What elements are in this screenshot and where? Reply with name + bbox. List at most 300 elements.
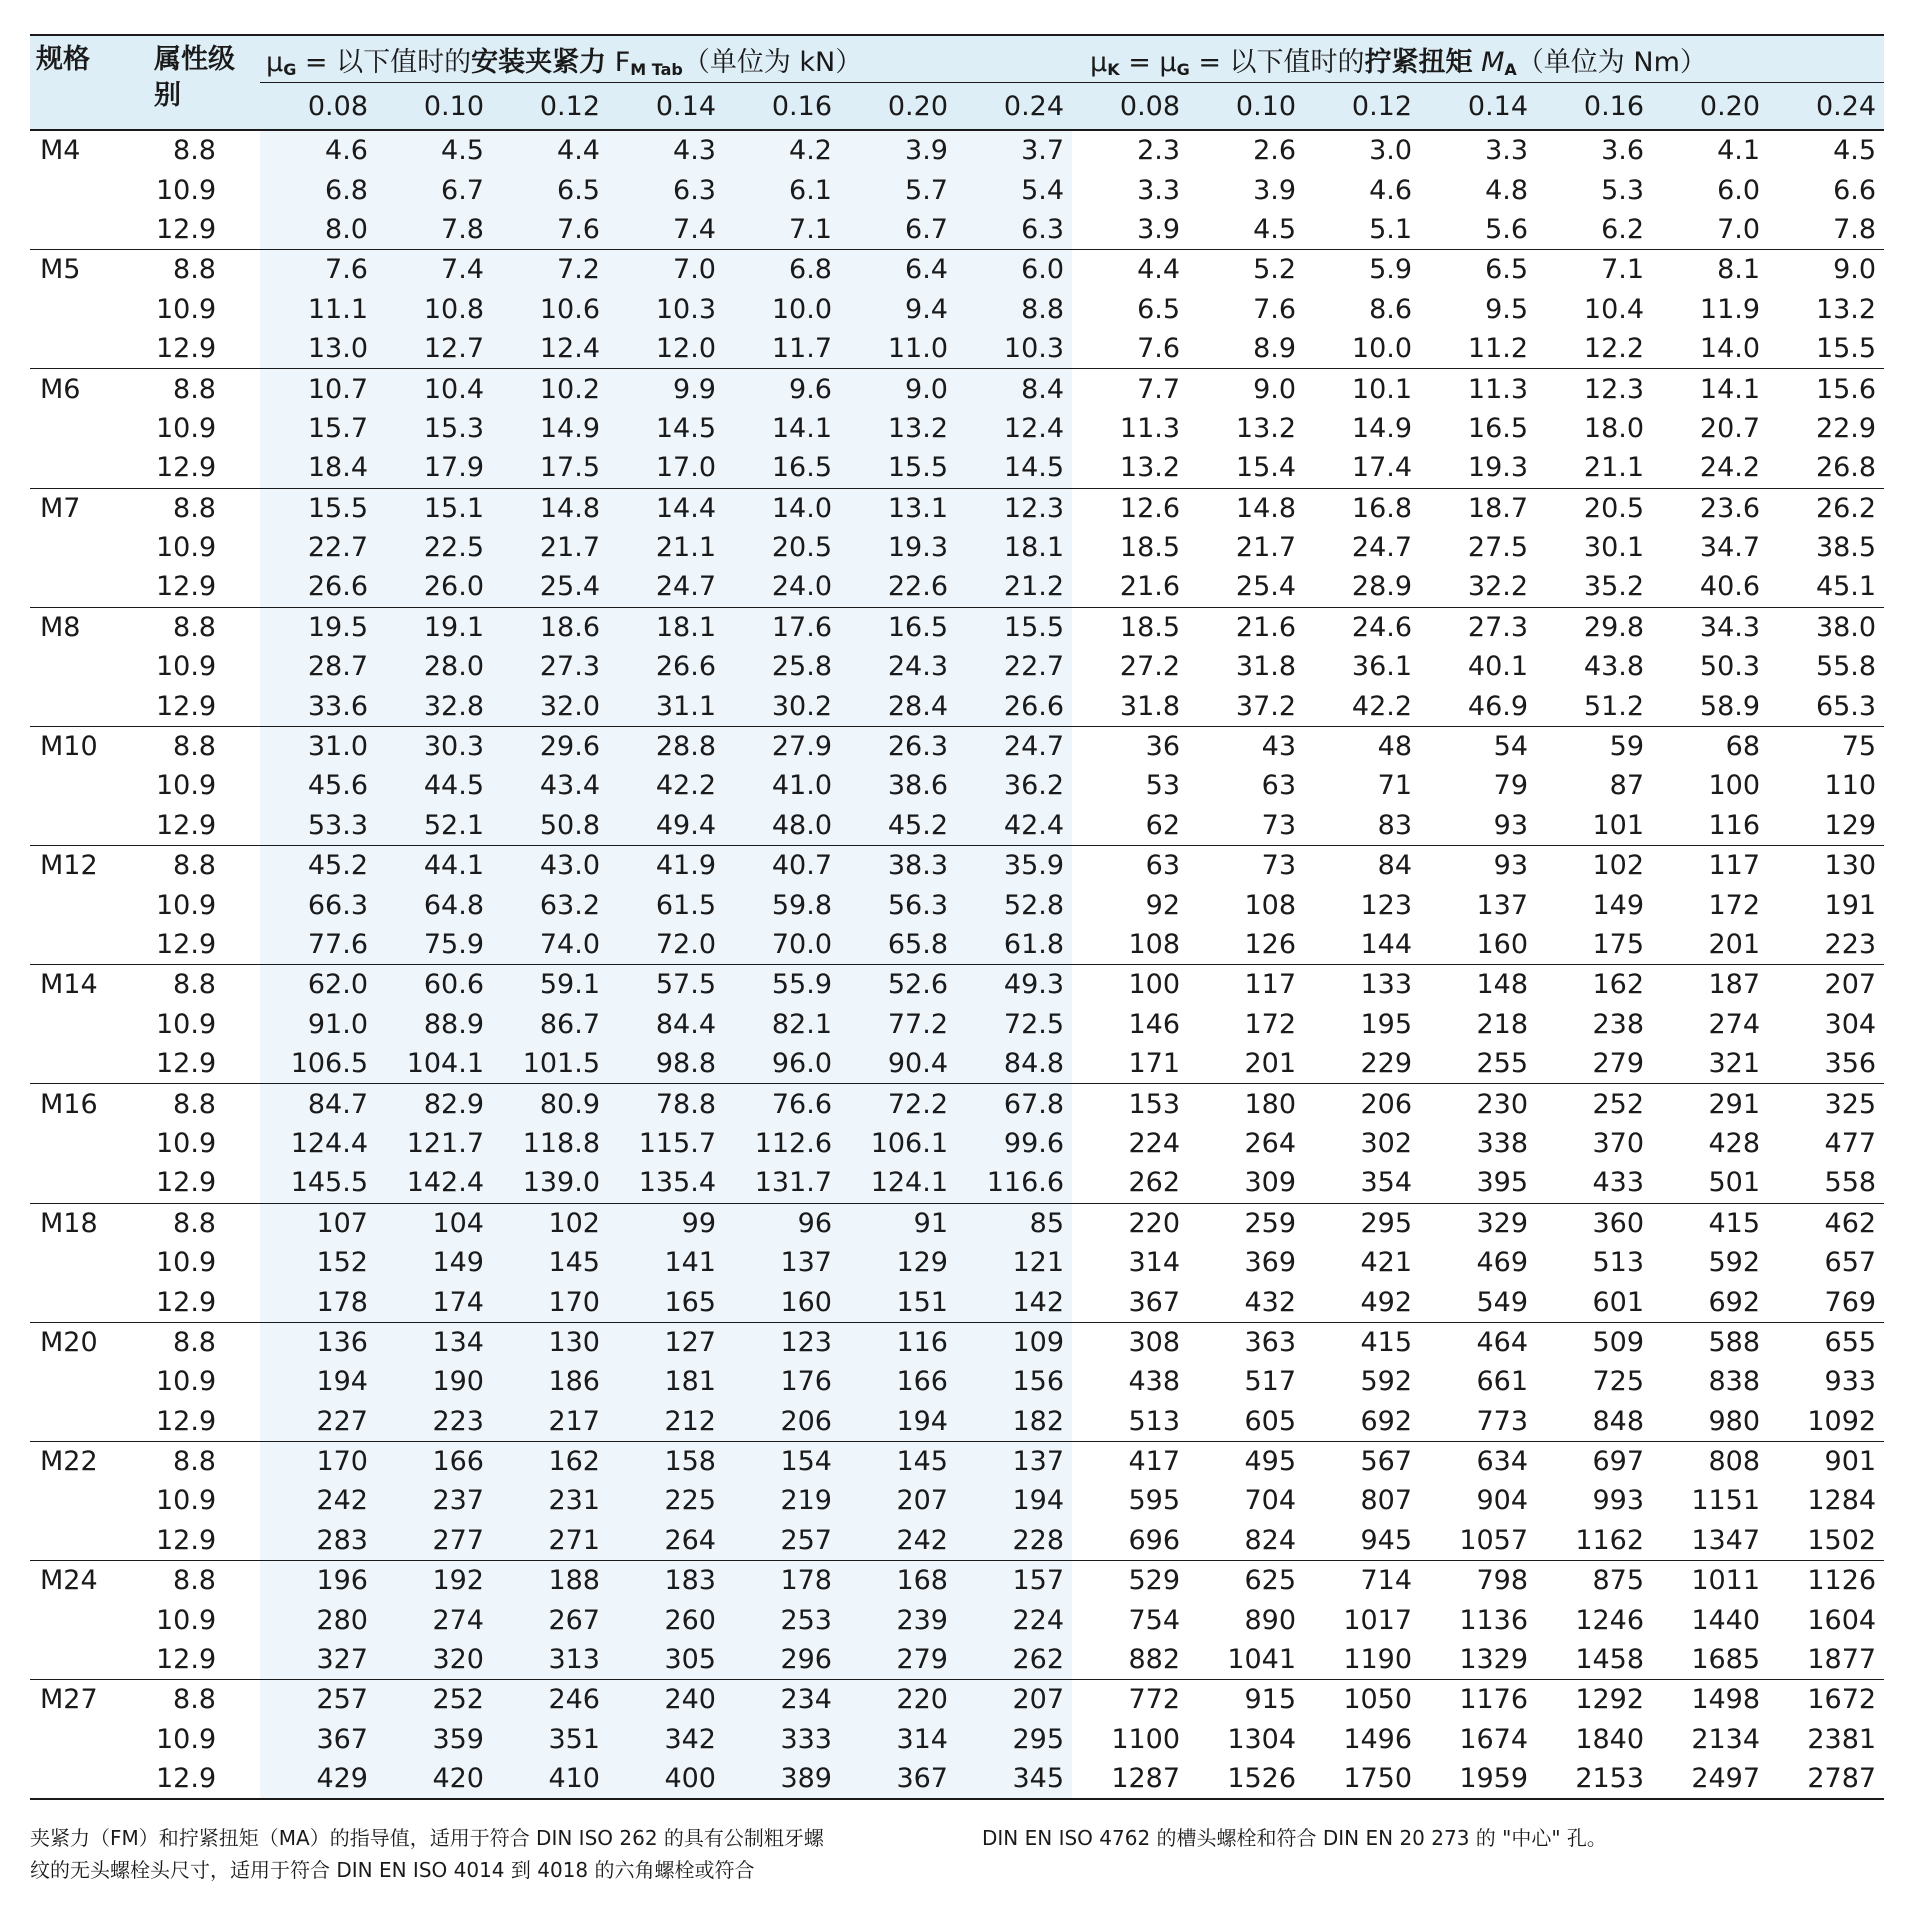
torque-cell: 129 bbox=[1824, 809, 1877, 841]
clamp-force-cell: 28.4 bbox=[840, 686, 956, 726]
clamp-force-cell: 63.2 bbox=[492, 885, 608, 924]
torque-cell: 4.1 bbox=[1717, 135, 1761, 167]
torque-cell: 191 bbox=[1824, 889, 1877, 921]
torque-cell: 1440 bbox=[1691, 1604, 1761, 1636]
torque-cell: 1017 bbox=[1343, 1604, 1413, 1636]
torque-cell: 21.7 bbox=[1235, 532, 1297, 564]
bolt-size-cell bbox=[30, 1005, 148, 1044]
torque-cell: 625 bbox=[1188, 1561, 1304, 1601]
clamp-force-cell: 32.0 bbox=[492, 686, 608, 726]
torque-cell: 1190 bbox=[1343, 1644, 1413, 1676]
clamp-force-cell: 217 bbox=[492, 1402, 608, 1442]
clamp-force-cell: 84.7 bbox=[260, 1084, 376, 1124]
clamp-force-cell: 59.8 bbox=[724, 885, 840, 924]
torque-cell: 360 bbox=[1536, 1203, 1652, 1243]
torque-cell: 773 bbox=[1476, 1405, 1529, 1437]
torque-cell: 980 bbox=[1708, 1405, 1761, 1437]
torque-cell: 1151 bbox=[1691, 1485, 1761, 1517]
bolt-size-cell: M20 bbox=[30, 1322, 148, 1362]
table-row bbox=[30, 1759, 1884, 1799]
clamp-force-cell: 12.4 bbox=[492, 329, 608, 369]
torque-cell: 16.8 bbox=[1304, 488, 1420, 528]
torque-cell: 34.3 bbox=[1652, 607, 1768, 647]
table-row bbox=[30, 726, 1884, 766]
torque-cell: 588 bbox=[1652, 1322, 1768, 1362]
table-row bbox=[30, 488, 1884, 528]
torque-cell: 4.5 bbox=[1253, 213, 1297, 245]
clamp-force-cell: 123 bbox=[724, 1322, 840, 1362]
torque-cell: 15.5 bbox=[1815, 333, 1877, 365]
clamp-force-cell: 101.5 bbox=[492, 1044, 608, 1084]
torque-cell: 2.6 bbox=[1253, 135, 1297, 167]
torque-cell: 71 bbox=[1377, 770, 1413, 802]
torque-cell: 1498 bbox=[1652, 1680, 1768, 1720]
torque-cell: 29.8 bbox=[1536, 607, 1652, 647]
clamp-force-cell: 137 bbox=[956, 1441, 1072, 1481]
table-row bbox=[30, 1322, 1884, 1362]
torque-cell: 904 bbox=[1476, 1485, 1529, 1517]
table-row bbox=[30, 1481, 1884, 1520]
torque-cell: 1959 bbox=[1420, 1759, 1536, 1799]
torque-cell: 12.2 bbox=[1583, 333, 1645, 365]
clamp-force-cell: 12.3 bbox=[956, 488, 1072, 528]
clamp-force-cell: 107 bbox=[260, 1203, 376, 1243]
property-class-cell: 12.9 bbox=[156, 690, 217, 722]
clamp-force-cell: 17.9 bbox=[376, 448, 492, 488]
torque-cell: 24.7 bbox=[1351, 532, 1413, 564]
bolt-size-cell: M10 bbox=[30, 726, 148, 766]
bolt-size-cell bbox=[30, 528, 148, 567]
torque-cell: 23.6 bbox=[1652, 488, 1768, 528]
bolt-size-cell: M27 bbox=[30, 1680, 148, 1720]
clamp-force-cell: 102 bbox=[492, 1203, 608, 1243]
table-row bbox=[30, 250, 1884, 290]
table-row bbox=[30, 1402, 1884, 1442]
torque-cell: 21.6 bbox=[1119, 571, 1181, 603]
property-class-cell: 12.9 bbox=[156, 213, 217, 245]
clamp-force-cell: 271 bbox=[492, 1521, 608, 1561]
torque-cell: 7.0 bbox=[1717, 213, 1761, 245]
bolt-size-cell: M8 bbox=[30, 607, 148, 647]
clamp-force-cell: 6.7 bbox=[840, 210, 956, 250]
torque-cell: 517 bbox=[1244, 1366, 1297, 1398]
clamp-force-cell: 15.7 bbox=[260, 409, 376, 448]
torque-cell: 93 bbox=[1420, 846, 1536, 886]
property-class-cell: 8.8 bbox=[148, 1322, 260, 1362]
clamp-force-cell: 6.4 bbox=[840, 250, 956, 290]
torque-cell: 19.3 bbox=[1467, 452, 1529, 484]
table-row bbox=[30, 1005, 1884, 1044]
torque-cell: 43 bbox=[1188, 726, 1304, 766]
clamp-force-cell: 227 bbox=[260, 1402, 376, 1442]
torque-cell: 223 bbox=[1824, 929, 1877, 960]
torque-cell: 7.6 bbox=[1253, 293, 1297, 325]
table-header bbox=[30, 35, 1884, 130]
torque-cell: 1685 bbox=[1691, 1644, 1761, 1676]
torque-cell: 4.8 bbox=[1485, 174, 1529, 206]
torque-cell: 314 bbox=[1128, 1247, 1181, 1279]
friction-header-clamp-force: 0.10 bbox=[376, 83, 492, 131]
clamp-force-cell: 112.6 bbox=[724, 1124, 840, 1163]
torque-cell: 1246 bbox=[1575, 1604, 1645, 1636]
clamp-force-cell: 181 bbox=[608, 1362, 724, 1401]
torque-cell: 4.4 bbox=[1072, 250, 1188, 290]
clamp-force-cell: 50.8 bbox=[492, 806, 608, 846]
torque-cell: 126 bbox=[1244, 929, 1297, 960]
clamp-force-cell: 14.5 bbox=[608, 409, 724, 448]
torque-cell: 1011 bbox=[1652, 1561, 1768, 1601]
table-row bbox=[30, 409, 1884, 448]
torque-cell: 338 bbox=[1476, 1127, 1529, 1159]
torque-cell: 36.1 bbox=[1351, 651, 1413, 683]
clamp-force-cell: 45.2 bbox=[260, 846, 376, 886]
clamp-force-cell: 410 bbox=[492, 1759, 608, 1799]
table-row bbox=[30, 1084, 1884, 1124]
torque-cell: 12.3 bbox=[1536, 369, 1652, 409]
clamp-force-cell: 223 bbox=[376, 1402, 492, 1442]
clamp-force-cell: 124.1 bbox=[840, 1163, 956, 1203]
torque-cell: 255 bbox=[1476, 1048, 1529, 1080]
clamp-force-cell: 84.4 bbox=[608, 1005, 724, 1044]
clamp-force-cell: 6.0 bbox=[956, 250, 1072, 290]
clamp-force-cell: 170 bbox=[492, 1282, 608, 1322]
clamp-force-cell: 145 bbox=[840, 1441, 956, 1481]
torque-cell: 595 bbox=[1128, 1485, 1181, 1517]
torque-cell: 50.3 bbox=[1699, 651, 1761, 683]
bolt-size-cell bbox=[30, 1243, 148, 1282]
table-row bbox=[30, 130, 1884, 170]
friction-header-clamp-force: 0.20 bbox=[840, 83, 956, 131]
torque-cell: 567 bbox=[1304, 1441, 1420, 1481]
torque-cell: 36 bbox=[1072, 726, 1188, 766]
clamp-force-cell: 24.3 bbox=[840, 647, 956, 686]
torque-cell: 230 bbox=[1420, 1084, 1536, 1124]
bolt-size-cell bbox=[30, 806, 148, 846]
clamp-force-cell: 27.9 bbox=[724, 726, 840, 766]
torque-cell: 295 bbox=[1304, 1203, 1420, 1243]
clamp-force-cell: 142 bbox=[956, 1282, 1072, 1322]
clamp-force-cell: 174 bbox=[376, 1282, 492, 1322]
torque-cell: 206 bbox=[1304, 1084, 1420, 1124]
clamp-force-cell: 165 bbox=[608, 1282, 724, 1322]
torque-cell: 875 bbox=[1536, 1561, 1652, 1601]
clamp-force-cell: 24.7 bbox=[956, 726, 1072, 766]
table-row bbox=[30, 885, 1884, 924]
clamp-force-cell: 15.3 bbox=[376, 409, 492, 448]
clamp-force-cell: 178 bbox=[260, 1282, 376, 1322]
torque-cell: 7.1 bbox=[1536, 250, 1652, 290]
torque-cell: 501 bbox=[1708, 1167, 1761, 1199]
torque-cell: 11.9 bbox=[1699, 293, 1761, 325]
torque-cell: 993 bbox=[1592, 1485, 1645, 1517]
torque-cell: 933 bbox=[1824, 1366, 1877, 1398]
bolt-size-cell bbox=[30, 448, 148, 488]
friction-header-torque: 0.16 bbox=[1536, 83, 1652, 131]
clamp-force-cell: 279 bbox=[840, 1640, 956, 1680]
clamp-force-cell: 26.6 bbox=[260, 567, 376, 607]
clamp-force-cell: 121.7 bbox=[376, 1124, 492, 1163]
clamp-force-cell: 242 bbox=[260, 1481, 376, 1520]
torque-cell: 172 bbox=[1244, 1008, 1297, 1040]
clamp-force-cell: 85 bbox=[956, 1203, 1072, 1243]
clamp-force-cell: 24.0 bbox=[724, 567, 840, 607]
torque-cell: 13.2 bbox=[1815, 293, 1877, 325]
torque-cell: 252 bbox=[1536, 1084, 1652, 1124]
torque-cell: 798 bbox=[1420, 1561, 1536, 1601]
torque-cell: 6.0 bbox=[1717, 174, 1761, 206]
clamp-force-cell: 28.7 bbox=[260, 647, 376, 686]
torque-cell: 692 bbox=[1360, 1405, 1413, 1437]
clamp-force-cell: 359 bbox=[376, 1720, 492, 1759]
bolt-size-cell bbox=[30, 647, 148, 686]
torque-cell: 661 bbox=[1476, 1366, 1529, 1398]
torque-cell: 8.1 bbox=[1652, 250, 1768, 290]
clamp-force-cell: 237 bbox=[376, 1481, 492, 1520]
torque-cell: 769 bbox=[1824, 1286, 1877, 1318]
torque-cell: 238 bbox=[1592, 1008, 1645, 1040]
property-class-cell: 10.9 bbox=[156, 1127, 217, 1159]
table-row bbox=[30, 329, 1884, 369]
torque-cell: 5.2 bbox=[1188, 250, 1304, 290]
clamp-force-cell: 44.5 bbox=[376, 766, 492, 805]
property-class-cell: 8.8 bbox=[148, 965, 260, 1005]
clamp-force-cell: 91 bbox=[840, 1203, 956, 1243]
clamp-force-cell: 61.8 bbox=[956, 925, 1072, 965]
torque-cell: 529 bbox=[1072, 1561, 1188, 1601]
torque-cell: 30.1 bbox=[1583, 532, 1645, 564]
torque-cell: 325 bbox=[1768, 1084, 1884, 1124]
torque-cell: 24.6 bbox=[1304, 607, 1420, 647]
clamp-force-cell: 17.6 bbox=[724, 607, 840, 647]
clamp-force-cell: 219 bbox=[724, 1481, 840, 1520]
clamp-force-cell: 240 bbox=[608, 1680, 724, 1720]
torque-cell: 53 bbox=[1145, 770, 1181, 802]
table-body bbox=[30, 130, 1884, 1799]
torque-cell: 144 bbox=[1360, 929, 1413, 960]
property-class-cell: 8.8 bbox=[148, 1561, 260, 1601]
torque-cell: 697 bbox=[1536, 1441, 1652, 1481]
clamp-force-cell: 10.3 bbox=[608, 290, 724, 329]
clamp-force-cell: 19.1 bbox=[376, 607, 492, 647]
torque-cell: 148 bbox=[1420, 965, 1536, 1005]
bolt-size-cell bbox=[30, 1282, 148, 1322]
torque-cell: 367 bbox=[1128, 1286, 1181, 1318]
bolt-size-cell bbox=[30, 290, 148, 329]
clamp-force-cell: 49.4 bbox=[608, 806, 724, 846]
friction-header-clamp-force: 0.08 bbox=[260, 83, 376, 131]
clamp-force-cell: 4.3 bbox=[608, 130, 724, 170]
clamp-force-cell: 36.2 bbox=[956, 766, 1072, 805]
torque-cell: 220 bbox=[1072, 1203, 1188, 1243]
clamp-force-cell: 206 bbox=[724, 1402, 840, 1442]
torque-cell: 509 bbox=[1536, 1322, 1652, 1362]
torque-cell: 68 bbox=[1652, 726, 1768, 766]
torque-cell: 363 bbox=[1188, 1322, 1304, 1362]
clamp-force-cell: 7.4 bbox=[608, 210, 724, 250]
clamp-force-cell: 367 bbox=[840, 1759, 956, 1799]
clamp-force-cell: 139.0 bbox=[492, 1163, 608, 1203]
clamp-force-cell: 15.5 bbox=[260, 488, 376, 528]
torque-cell: 25.4 bbox=[1235, 571, 1297, 603]
clamp-force-cell: 188 bbox=[492, 1561, 608, 1601]
clamp-force-cell: 18.4 bbox=[260, 448, 376, 488]
torque-cell: 1502 bbox=[1807, 1524, 1877, 1556]
clamp-force-cell: 15.5 bbox=[840, 448, 956, 488]
torque-cell: 462 bbox=[1768, 1203, 1884, 1243]
clamp-force-cell: 7.8 bbox=[376, 210, 492, 250]
torque-cell: 83 bbox=[1377, 809, 1413, 841]
torque-cell: 18.0 bbox=[1583, 412, 1645, 444]
table-row bbox=[30, 567, 1884, 607]
clamp-force-cell: 14.8 bbox=[492, 488, 608, 528]
property-class-cell: 10.9 bbox=[156, 770, 217, 802]
clamp-force-cell: 96.0 bbox=[724, 1044, 840, 1084]
clamp-force-cell: 131.7 bbox=[724, 1163, 840, 1203]
torque-cell: 11.2 bbox=[1467, 333, 1529, 365]
clamp-force-cell: 160 bbox=[724, 1282, 840, 1322]
bolt-size-cell: M24 bbox=[30, 1561, 148, 1601]
clamp-force-cell: 7.1 bbox=[724, 210, 840, 250]
bolt-size-cell bbox=[30, 885, 148, 924]
torque-cell: 433 bbox=[1592, 1167, 1645, 1199]
clamp-force-cell: 12.7 bbox=[376, 329, 492, 369]
torque-cell: 123 bbox=[1360, 889, 1413, 921]
clamp-force-cell: 168 bbox=[840, 1561, 956, 1601]
bolt-size-cell: M16 bbox=[30, 1084, 148, 1124]
torque-cell: 13.2 bbox=[1119, 452, 1181, 484]
clamp-force-cell: 429 bbox=[260, 1759, 376, 1799]
torque-cell: 1329 bbox=[1459, 1644, 1529, 1676]
torque-cell: 28.9 bbox=[1351, 571, 1413, 603]
torque-cell: 464 bbox=[1420, 1322, 1536, 1362]
clamp-force-cell: 43.4 bbox=[492, 766, 608, 805]
clamp-force-cell: 176 bbox=[724, 1362, 840, 1401]
clamp-force-cell: 33.6 bbox=[260, 686, 376, 726]
clamp-force-cell: 196 bbox=[260, 1561, 376, 1601]
bolt-size-cell: M14 bbox=[30, 965, 148, 1005]
torque-cell: 160 bbox=[1476, 929, 1529, 960]
footnote-right bbox=[982, 1822, 1882, 1854]
torque-cell: 1176 bbox=[1420, 1680, 1536, 1720]
header-torque-group: $\mu_K = \mu_G$ = 以下值时的拧紧扭矩 $M_A$（单位为 Nm） bbox=[1072, 35, 1884, 83]
clamp-force-cell: 48.0 bbox=[724, 806, 840, 846]
torque-cell: 31.8 bbox=[1235, 651, 1297, 683]
clamp-force-cell: 22.7 bbox=[956, 647, 1072, 686]
clamp-force-cell: 8.8 bbox=[956, 290, 1072, 329]
torque-cell: 432 bbox=[1244, 1286, 1297, 1318]
torque-cell: 16.5 bbox=[1467, 412, 1529, 444]
torque-cell: 93 bbox=[1493, 809, 1529, 841]
clamp-force-cell: 80.9 bbox=[492, 1084, 608, 1124]
clamp-force-cell: 152 bbox=[260, 1243, 376, 1282]
torque-cell: 714 bbox=[1304, 1561, 1420, 1601]
torque-cell: 513 bbox=[1128, 1405, 1181, 1437]
torque-cell: 1287 bbox=[1072, 1759, 1188, 1799]
torque-cell: 592 bbox=[1360, 1366, 1413, 1398]
clamp-force-cell: 257 bbox=[724, 1521, 840, 1561]
clamp-force-cell: 12.0 bbox=[608, 329, 724, 369]
clamp-force-cell: 45.6 bbox=[260, 766, 376, 805]
clamp-force-cell: 124.4 bbox=[260, 1124, 376, 1163]
torque-cell: 108 bbox=[1128, 929, 1181, 960]
clamp-force-cell: 11.7 bbox=[724, 329, 840, 369]
torque-cell: 655 bbox=[1768, 1322, 1884, 1362]
clamp-force-cell: 389 bbox=[724, 1759, 840, 1799]
clamp-force-cell: 212 bbox=[608, 1402, 724, 1442]
property-class-cell: 12.9 bbox=[156, 1048, 217, 1080]
clamp-force-cell: 151 bbox=[840, 1282, 956, 1322]
clamp-force-cell: 77.2 bbox=[840, 1005, 956, 1044]
property-class-cell: 8.8 bbox=[148, 1203, 260, 1243]
clamp-force-cell: 257 bbox=[260, 1680, 376, 1720]
torque-cell: 22.9 bbox=[1815, 412, 1877, 444]
clamp-force-cell: 109 bbox=[956, 1322, 1072, 1362]
clamp-force-cell: 106.1 bbox=[840, 1124, 956, 1163]
clamp-force-cell: 21.2 bbox=[956, 567, 1072, 607]
clamp-force-cell: 127 bbox=[608, 1322, 724, 1362]
torque-cell: 601 bbox=[1592, 1286, 1645, 1318]
torque-cell: 807 bbox=[1360, 1485, 1413, 1517]
clamp-force-cell: 44.1 bbox=[376, 846, 492, 886]
torque-cell: 657 bbox=[1824, 1247, 1877, 1279]
clamp-force-cell: 22.7 bbox=[260, 528, 376, 567]
torque-cell: 59 bbox=[1536, 726, 1652, 766]
table-row bbox=[30, 965, 1884, 1005]
torque-cell: 11.3 bbox=[1119, 412, 1181, 444]
torque-cell: 2.3 bbox=[1137, 135, 1181, 167]
clamp-force-cell: 400 bbox=[608, 1759, 724, 1799]
clamp-force-cell: 21.1 bbox=[608, 528, 724, 567]
torque-cell: 259 bbox=[1188, 1203, 1304, 1243]
clamp-force-cell: 66.3 bbox=[260, 885, 376, 924]
torque-cell: 4.6 bbox=[1369, 174, 1413, 206]
table-row bbox=[30, 686, 1884, 726]
torque-cell: 187 bbox=[1652, 965, 1768, 1005]
table-row bbox=[30, 607, 1884, 647]
clamp-force-cell: 116.6 bbox=[956, 1163, 1072, 1203]
clamp-force-cell: 72.0 bbox=[608, 925, 724, 965]
torque-cell: 17.4 bbox=[1351, 452, 1413, 484]
torque-cell: 153 bbox=[1072, 1084, 1188, 1124]
torque-cell: 65.3 bbox=[1815, 690, 1877, 722]
clamp-force-cell: 156 bbox=[956, 1362, 1072, 1401]
table-row bbox=[30, 806, 1884, 846]
clamp-force-cell: 61.5 bbox=[608, 885, 724, 924]
torque-cell: 428 bbox=[1708, 1127, 1761, 1159]
table-row bbox=[30, 1521, 1884, 1561]
bolt-size-cell bbox=[30, 766, 148, 805]
friction-coefficient-row bbox=[30, 83, 1884, 131]
torque-cell: 2787 bbox=[1768, 1759, 1884, 1799]
torque-cell: 24.2 bbox=[1699, 452, 1761, 484]
torque-cell: 75 bbox=[1768, 726, 1884, 766]
clamp-force-cell: 18.1 bbox=[608, 607, 724, 647]
torque-cell: 1840 bbox=[1575, 1723, 1645, 1755]
torque-cell: 356 bbox=[1824, 1048, 1877, 1080]
torque-cell: 279 bbox=[1592, 1048, 1645, 1080]
torque-cell: 171 bbox=[1128, 1048, 1181, 1080]
clamp-force-cell: 207 bbox=[840, 1481, 956, 1520]
torque-cell: 62 bbox=[1145, 809, 1181, 841]
clamp-force-cell: 19.3 bbox=[840, 528, 956, 567]
header-clamp-force-group: $\mu_G$ = 以下值时的安装夹紧力 $F_{M Tab}$（单位为 kN） bbox=[260, 35, 1072, 83]
clamp-force-cell: 224 bbox=[956, 1600, 1072, 1639]
footnote-left bbox=[30, 1822, 970, 1886]
clamp-force-cell: 264 bbox=[608, 1521, 724, 1561]
torque-cell: 354 bbox=[1360, 1167, 1413, 1199]
torque-cell: 5.6 bbox=[1485, 213, 1529, 245]
bolt-size-cell bbox=[30, 925, 148, 965]
